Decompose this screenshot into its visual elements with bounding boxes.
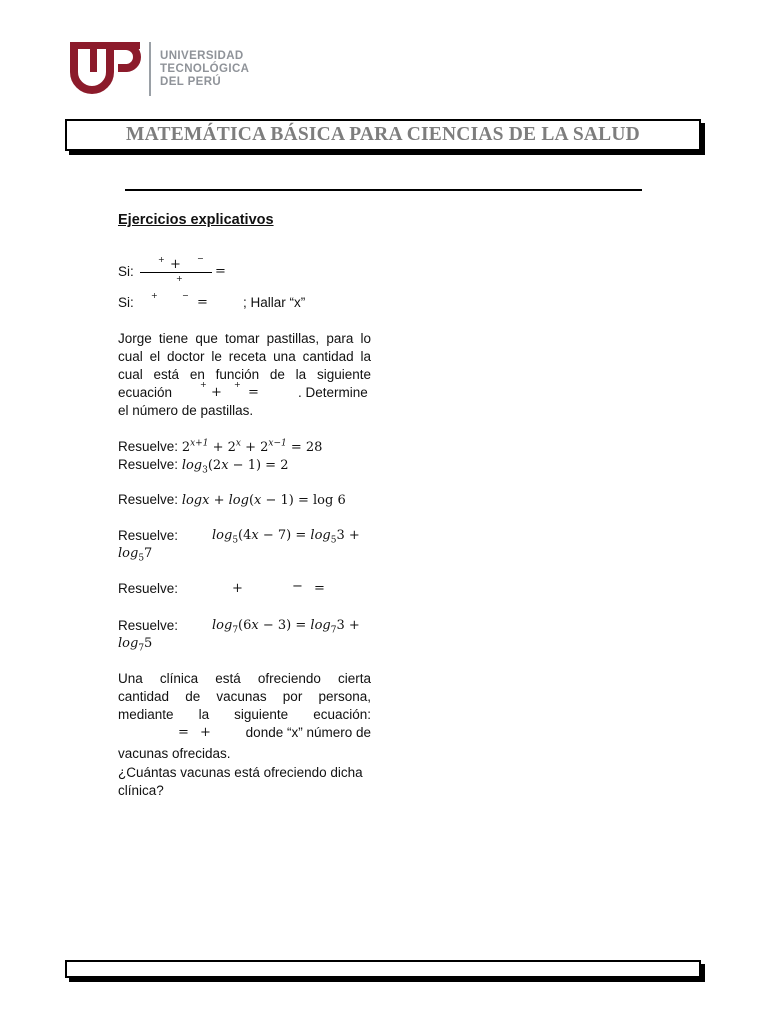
exercise-8-plus: + <box>232 581 243 596</box>
footer-box <box>65 960 701 978</box>
exercise-10-plus: + <box>200 725 211 740</box>
exercise-3-line-5: el número de pastillas. <box>118 403 254 418</box>
exercise-5-equation: $\log_3(2x - 1) = 2$ <box>181 458 289 476</box>
exercise-1-sup-plus: + <box>158 255 165 264</box>
exercise-10-line-6: ¿Cuántas vacunas está ofreciendo dicha <box>118 765 363 780</box>
exercise-3-line-3: cual está en función de la siguiente <box>118 367 371 382</box>
exercise-10-equals: = <box>178 725 189 740</box>
university-line-1: UNIVERSIDAD <box>160 50 244 62</box>
exercise-10-line-4: donde “x” número de <box>245 725 371 740</box>
exercise-10-line-2: cantidad de vacunas por persona, <box>118 689 371 704</box>
exercise-1-plus: + <box>170 257 181 272</box>
exercise-3-plus: + <box>211 385 222 400</box>
exercise-10-line-1: Una clínica está ofreciendo cierta <box>118 671 371 686</box>
exercise-3-sup-plus-1: + <box>200 380 207 389</box>
exercise-8-label: Resuelve: <box>118 581 179 596</box>
logo-separator <box>149 42 151 96</box>
exercise-4-equation: $2^{x+1} + 2^x + 2^{x-1} = 28$ <box>181 438 323 455</box>
exercise-10-line-7: clínica? <box>118 783 164 798</box>
exercise-3-line-2: cual el doctor le receta una cantidad la <box>118 349 371 364</box>
exercise-3-ecuacion: ecuación <box>118 385 173 400</box>
exercise-4-label: Resuelve: <box>118 439 179 454</box>
exercise-1-equals: = <box>215 264 226 279</box>
exercise-3-equals: = <box>248 385 259 400</box>
exercise-10-line-5: vacunas ofrecidas. <box>118 746 231 761</box>
exercise-2-sup-minus: − <box>182 291 189 300</box>
university-line-2: TECNOLÓGICA <box>160 63 250 75</box>
university-name <box>160 50 249 89</box>
exercise-7-equation-line-1: $\log_5(4x - 7) = \log_53$ + <box>212 528 360 546</box>
exercise-3-sup-plus-2: + <box>234 380 241 389</box>
exercise-1-fraction-bar <box>140 272 212 273</box>
exercise-9-equation-line-2: $\log_75$ <box>118 636 153 654</box>
exercise-1-sup-minus: − <box>197 254 204 263</box>
horizontal-rule <box>125 189 642 191</box>
course-title: MATEMÁTICA BÁSICA PARA CIENCIAS DE LA SALUD <box>126 124 640 145</box>
course-title-box <box>65 119 701 151</box>
exercise-8 <box>118 580 371 598</box>
exercise-2-sup-plus: + <box>151 291 158 300</box>
exercise-2-equals: = <box>197 295 208 310</box>
section-title: Ejercicios explicativos <box>118 212 274 228</box>
exercise-1-label: Si: <box>118 264 134 279</box>
exercise-6-equation: logx + log(x − 1) = log 6 <box>181 493 346 508</box>
exercise-5 <box>118 456 371 475</box>
exercise-8-equals: = <box>314 581 325 596</box>
utp-logo <box>70 40 142 98</box>
exercise-3-line-1: Jorge tiene que tomar pastillas, para lo <box>118 331 371 346</box>
exercise-6 <box>118 491 371 510</box>
exercise-6-label: Resuelve: <box>118 492 179 507</box>
exercise-3-determine: . Determine <box>298 385 368 400</box>
exercise-9-label: Resuelve: <box>118 618 179 633</box>
exercise-2-tail: ; Hallar “x” <box>243 295 306 310</box>
exercise-5-label: Resuelve: <box>118 457 179 472</box>
exercise-9-equation-line-1: $\log_7(6x - 3) = \log_73$ + <box>212 618 360 636</box>
exercise-4 <box>118 438 371 457</box>
exercise-2-label: Si: <box>118 295 134 310</box>
exercise-1-denominator-plus: + <box>176 274 183 283</box>
exercise-8-minus: − <box>292 579 303 594</box>
exercise-7-label: Resuelve: <box>118 528 179 543</box>
exercise-10-line-3: mediante la siguiente ecuación: <box>118 707 371 722</box>
university-line-3: DEL PERÚ <box>160 76 222 88</box>
exercise-7-equation-line-2: $\log_57$ <box>118 546 153 564</box>
